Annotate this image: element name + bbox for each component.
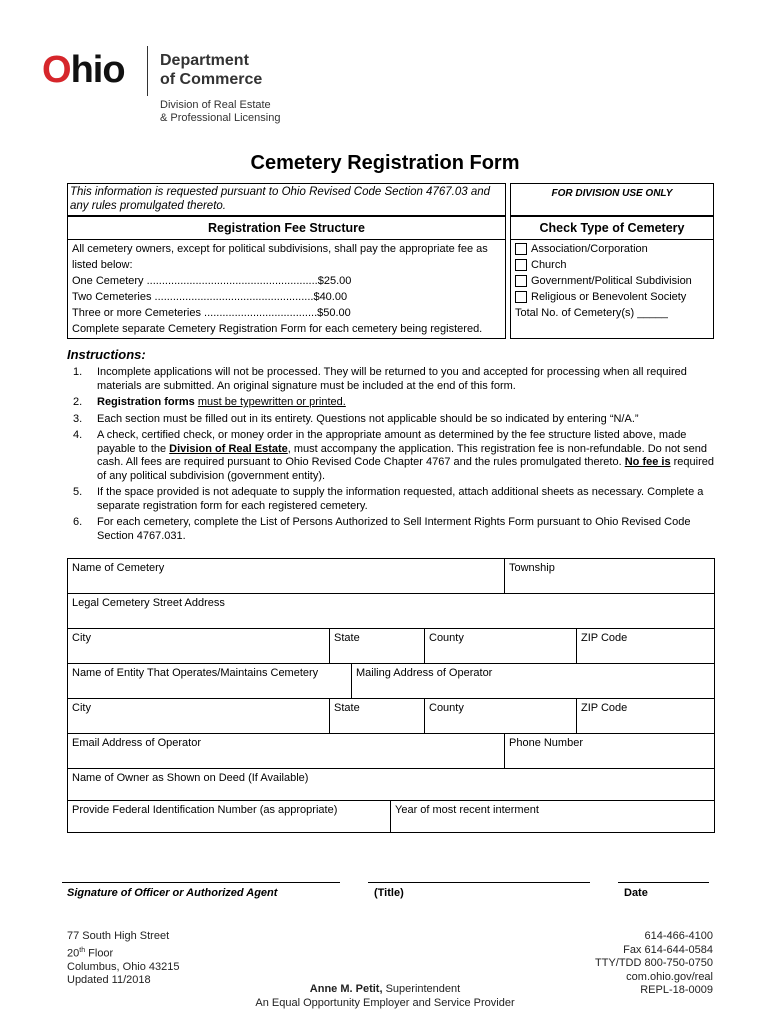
cemetery-info-grid bbox=[67, 558, 715, 833]
division-of-real-estate-text: Division of Real Estate bbox=[169, 442, 288, 455]
fee-line: One Cemetery ........................................................$25.00 bbox=[72, 275, 352, 287]
operator-zip-field[interactable]: ZIP Code bbox=[581, 702, 628, 714]
tty-number: TTY/TDD 800-750-0750 bbox=[595, 957, 713, 969]
instruction-item bbox=[67, 429, 715, 483]
signature-label: Signature of Officer or Authorized Agent bbox=[67, 887, 278, 899]
superintendent-block bbox=[0, 982, 770, 1010]
floor-suffix: th bbox=[79, 946, 86, 954]
fee-structure-box bbox=[67, 216, 506, 339]
no-fee-text: No fee is bbox=[624, 456, 671, 468]
logo-divider bbox=[147, 46, 148, 96]
operator-city-field[interactable]: City bbox=[68, 699, 330, 733]
signature-line[interactable] bbox=[62, 882, 340, 883]
cemetery-type-heading: Check Type of Cemetery bbox=[511, 217, 713, 240]
operator-state-field[interactable]: State bbox=[330, 699, 425, 733]
instruction-number: 1. bbox=[73, 366, 83, 378]
type-option-label: Religious or Benevolent Society bbox=[531, 291, 687, 303]
operator-email-field[interactable]: Email Address of Operator bbox=[68, 734, 505, 768]
instruction-text: Each section must be filled out in its entirety. Questions not applicable should be so indicated by entering “N/A.” bbox=[97, 412, 639, 425]
federal-id-field[interactable]: Provide Federal Identification Number (as appropriate) bbox=[68, 801, 391, 832]
type-option-association[interactable] bbox=[515, 241, 709, 257]
recent-interment-year-field[interactable]: Year of most recent interment bbox=[395, 804, 539, 816]
dept-line-1: Department bbox=[160, 52, 249, 69]
total-cemeteries-field[interactable]: Total No. of Cemetery(s) _____ bbox=[515, 307, 668, 319]
state-field[interactable]: State bbox=[330, 629, 425, 663]
fee-line: Three or more Cemeteries .....................................$50.00 bbox=[72, 307, 351, 319]
instruction-number: 3. bbox=[73, 412, 83, 425]
instruction-bold: Registration forms bbox=[97, 396, 195, 408]
instruction-text-part: required of any political subdivision (government entity). bbox=[97, 456, 714, 482]
instruction-text-part: A check, certified check, or money order in the appropriate amount as determined by the fee structure listed above, made payable to the bbox=[97, 429, 687, 455]
city-field[interactable]: City bbox=[68, 629, 330, 663]
title-label: (Title) bbox=[374, 887, 404, 899]
grid-row bbox=[67, 594, 715, 629]
ohio-logo bbox=[42, 48, 125, 92]
cemetery-type-options bbox=[511, 240, 713, 322]
grid-row bbox=[67, 734, 715, 769]
checkbox[interactable] bbox=[515, 259, 527, 271]
instruction-number: 5. bbox=[73, 486, 83, 498]
fee-line: All cemetery owners, except for political subdivisions, shall pay the appropriate fee as listed below: bbox=[72, 243, 488, 271]
address-line: 77 South High Street bbox=[67, 930, 170, 942]
address-line bbox=[67, 944, 180, 961]
grid-row bbox=[67, 629, 715, 664]
fee-line: Two Cemeteries ....................................................$40.00 bbox=[72, 291, 348, 303]
fee-line: Complete separate Cemetery Registration Form for each cemetery being registered. bbox=[72, 323, 483, 335]
form-title: Cemetery Registration Form bbox=[250, 152, 520, 174]
instructions-title: Instructions: bbox=[67, 347, 146, 362]
dept-line-2: of Commerce bbox=[160, 71, 263, 88]
instruction-text: For each cemetery, complete the List of Persons Authorized to Sell Interment Rights Form pursuant to Ohio Revised Code Section 4767.031. bbox=[97, 516, 691, 542]
instruction-text-part: , must accompany the application. This registration fee is non-refundable. Do not send cash. All fees are required pursuant to Ohio Revised Code Chapter 4767 and the rules promulgated thereto. bbox=[97, 442, 708, 468]
name-of-cemetery-field[interactable]: Name of Cemetery bbox=[68, 559, 505, 593]
phone-number: 614-466-4100 bbox=[644, 930, 713, 942]
checkbox[interactable] bbox=[515, 275, 527, 287]
zip-field[interactable]: ZIP Code bbox=[581, 632, 628, 644]
equal-opportunity-statement: An Equal Opportunity Employer and Service Provider bbox=[255, 997, 515, 1009]
fee-structure-lines bbox=[68, 240, 505, 338]
instructions-list bbox=[67, 366, 715, 546]
division-line-1: Division of Real Estate bbox=[160, 99, 271, 111]
superintendent-line bbox=[0, 982, 770, 996]
street-address-field[interactable]: Legal Cemetery Street Address bbox=[72, 597, 225, 609]
phone-number-field[interactable]: Phone Number bbox=[509, 737, 583, 749]
instruction-text: If the space provided is not adequate to supply the information requested, attach additional sheets as necessary. Complete a separate registration form for each registered cemetery. bbox=[97, 486, 704, 512]
checkbox[interactable] bbox=[515, 291, 527, 303]
type-option-label: Association/Corporation bbox=[531, 243, 648, 255]
instruction-number: 6. bbox=[73, 516, 83, 528]
division-use-box: FOR DIVISION USE ONLY bbox=[510, 183, 714, 216]
grid-row bbox=[67, 558, 715, 594]
operator-mailing-address-field[interactable]: Mailing Address of Operator bbox=[356, 667, 493, 679]
grid-row bbox=[67, 699, 715, 734]
floor-word: Floor bbox=[85, 947, 114, 960]
intro-statement: This information is requested pursuant to Ohio Revised Code Section 4767.03 and any rules promulgated thereto. bbox=[67, 183, 506, 216]
operating-entity-field[interactable]: Name of Entity That Operates/Maintains Cemetery bbox=[68, 664, 352, 698]
instruction-underlined: must be typewritten or printed. bbox=[197, 396, 346, 408]
grid-row bbox=[67, 769, 715, 801]
instruction-item bbox=[67, 413, 715, 427]
type-option-government[interactable] bbox=[515, 273, 709, 289]
website: com.ohio.gov/real bbox=[626, 970, 713, 983]
instruction-item bbox=[67, 366, 715, 393]
division-name bbox=[160, 99, 280, 125]
type-option-church[interactable] bbox=[515, 257, 709, 273]
updated-date: Updated 11/2018 bbox=[67, 974, 151, 987]
instruction-text bbox=[97, 396, 715, 410]
instruction-text: Incomplete applications will not be processed. They will be returned to you and accepted for processing when all required materials are submitted. An original signature must be included at the end of this form. bbox=[97, 366, 687, 392]
date-line[interactable] bbox=[618, 882, 709, 883]
form-code: REPL-18-0009 bbox=[640, 984, 713, 996]
date-label: Date bbox=[624, 887, 648, 899]
title-line[interactable] bbox=[368, 882, 590, 883]
county-field[interactable]: County bbox=[425, 629, 577, 663]
instruction-item bbox=[67, 396, 715, 410]
grid-row bbox=[67, 801, 715, 833]
checkbox[interactable] bbox=[515, 243, 527, 255]
superintendent-title: Superintendent bbox=[382, 983, 461, 995]
type-option-label: Government/Political Subdivision bbox=[531, 275, 692, 287]
fax-number: Fax 614-644-0584 bbox=[623, 943, 713, 956]
department-name bbox=[160, 51, 262, 89]
division-line-2: & Professional Licensing bbox=[160, 112, 281, 124]
grid-row bbox=[67, 664, 715, 699]
floor-number: 20 bbox=[67, 947, 80, 960]
instruction-item bbox=[67, 516, 715, 543]
township-field[interactable]: Township bbox=[509, 562, 555, 574]
type-option-religious[interactable] bbox=[515, 289, 709, 305]
superintendent-name: Anne M. Petit, bbox=[309, 983, 383, 995]
fee-structure-heading: Registration Fee Structure bbox=[68, 217, 505, 240]
logo-letter-o: O bbox=[42, 49, 71, 91]
instruction-text bbox=[97, 429, 715, 483]
instruction-number: 2. bbox=[73, 396, 83, 408]
type-option-label: Church bbox=[531, 259, 567, 271]
office-address bbox=[67, 930, 180, 988]
cemetery-type-box bbox=[510, 216, 714, 339]
instruction-item bbox=[67, 486, 715, 513]
owner-name-field[interactable]: Name of Owner as Shown on Deed (If Available) bbox=[72, 772, 309, 784]
logo-letters: hio bbox=[70, 49, 125, 91]
operator-county-field[interactable]: County bbox=[425, 699, 577, 733]
address-line: Columbus, Ohio 43215 bbox=[67, 960, 180, 973]
instruction-number: 4. bbox=[73, 429, 83, 441]
